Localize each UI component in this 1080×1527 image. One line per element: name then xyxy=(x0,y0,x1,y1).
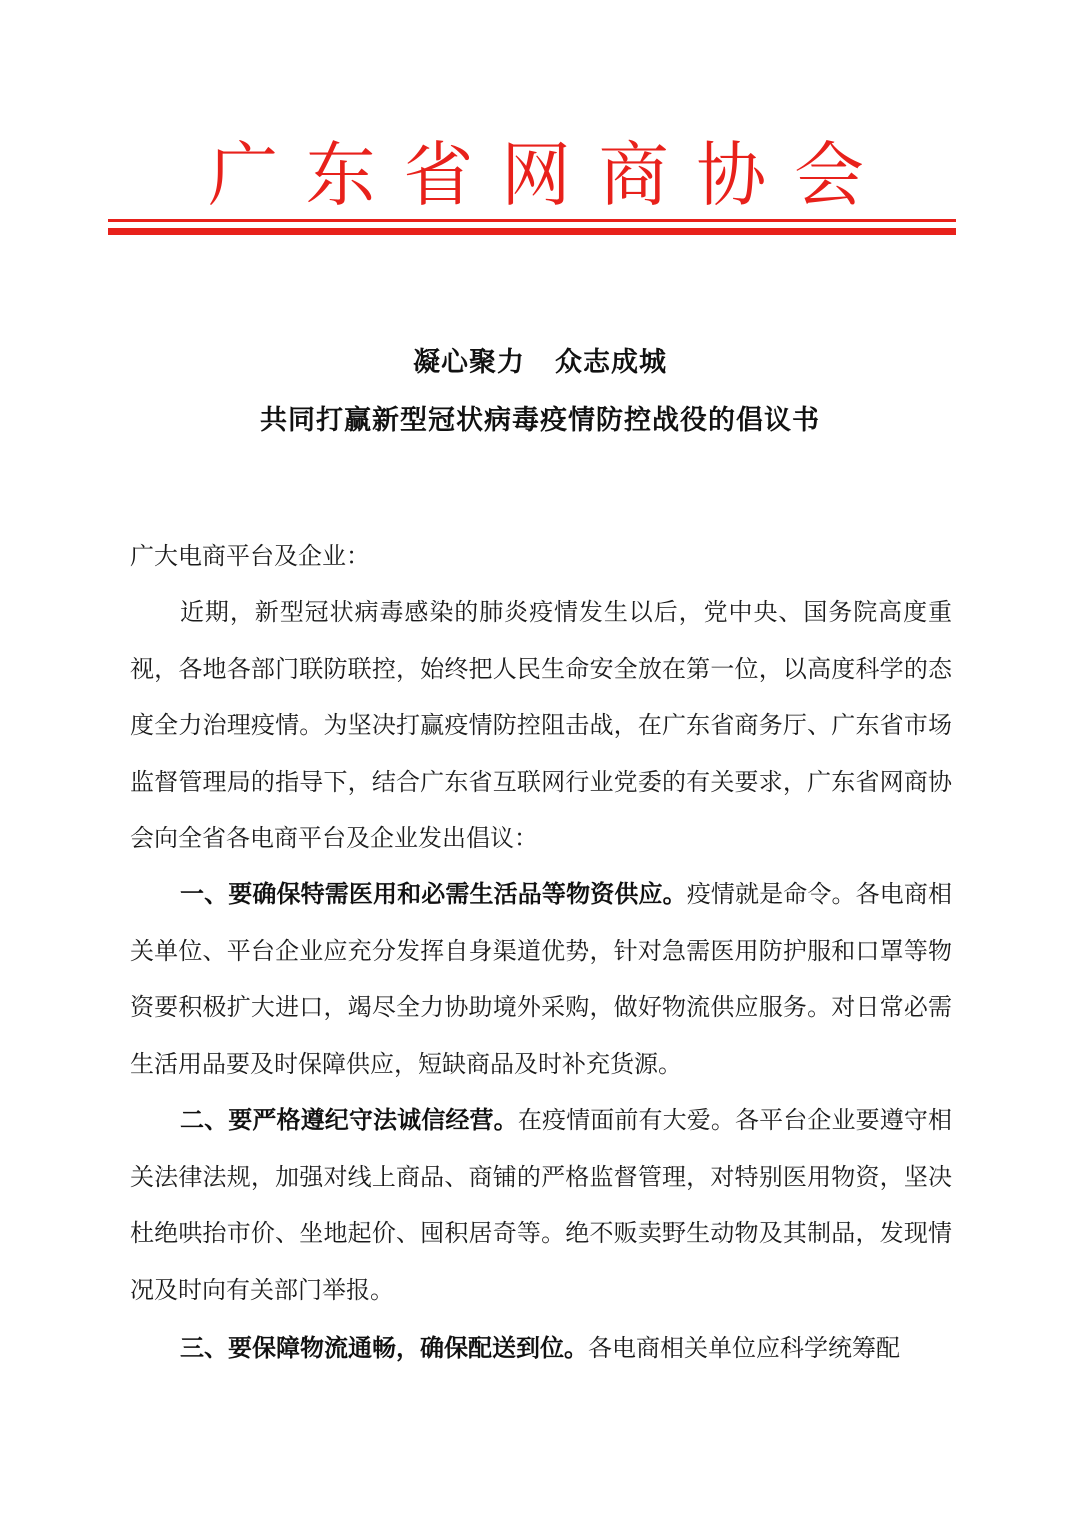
paragraph-intro-text: 近期，新型冠状病毒感染的肺炎疫情发生以后，党中央、国务院高度重视，各地各部门联防联控，始终把人民生命安全放在第一位，以高度科学的态度全力治理疫情。为坚决打赢疫情防控阻击战，在广东省商务厅、广东省市场监督管理局的指导下，结合广东省互联网行业党委的有关要求，广东省网商协会向全省各电商平台及企业发出倡议： xyxy=(130,598,952,852)
letterhead-char: 东 xyxy=(305,134,376,216)
paragraph-intro xyxy=(130,584,952,867)
letterhead-char: 省 xyxy=(403,134,474,216)
title-phrase-2: 众志成城 xyxy=(555,347,667,378)
letterhead-char: 网 xyxy=(500,134,571,216)
letterhead-divider-thick xyxy=(108,228,956,235)
item-2-text: 在疫情面前有大爱。各平台企业要遵守相关法律法规，加强对线上商品、商铺的严格监督管理，对特别医用物资，坚决杜绝哄抬市价、坐地起价、囤积居奇等。绝不贩卖野生动物及其制品，发现情况及时向有关部门举报。 xyxy=(130,1106,953,1304)
letterhead-char: 会 xyxy=(793,134,864,216)
letterhead-org-name xyxy=(108,130,956,220)
item-1-heading: 一、要确保特需医用和必需生活品等物资供应。 xyxy=(180,880,687,908)
letterhead-char: 商 xyxy=(598,134,669,216)
paragraph-item-2 xyxy=(130,1092,952,1318)
letterhead-char: 广 xyxy=(208,134,278,216)
item-3-text: 各电商相关单位应科学统筹配 xyxy=(588,1334,900,1362)
item-2-heading: 二、要严格遵纪守法诚信经营。 xyxy=(180,1106,518,1134)
paragraph-item-3 xyxy=(130,1320,952,1377)
salutation: 广大电商平台及企业： xyxy=(130,542,370,570)
letterhead-char: 协 xyxy=(696,134,767,216)
item-3-heading: 三、要保障物流通畅，确保配送到位。 xyxy=(180,1334,588,1362)
letterhead-divider-thin xyxy=(108,219,956,222)
item-1-text: 疫情就是命令。各电商相关单位、平台企业应充分发挥自身渠道优势，针对急需医用防护服和口罩等物资要积极扩大进口，竭尽全力协助境外采购，做好物流供应服务。对日常必需生活用品要及时保障供应，短缺商品及时补充货源。 xyxy=(130,880,953,1078)
paragraph-item-1 xyxy=(130,866,952,1092)
document-title-line-2: 共同打赢新型冠状病毒疫情防控战役的倡议书 xyxy=(260,405,820,436)
title-phrase-1: 凝心聚力 xyxy=(413,347,525,378)
document-title-line-1 xyxy=(0,340,1080,379)
